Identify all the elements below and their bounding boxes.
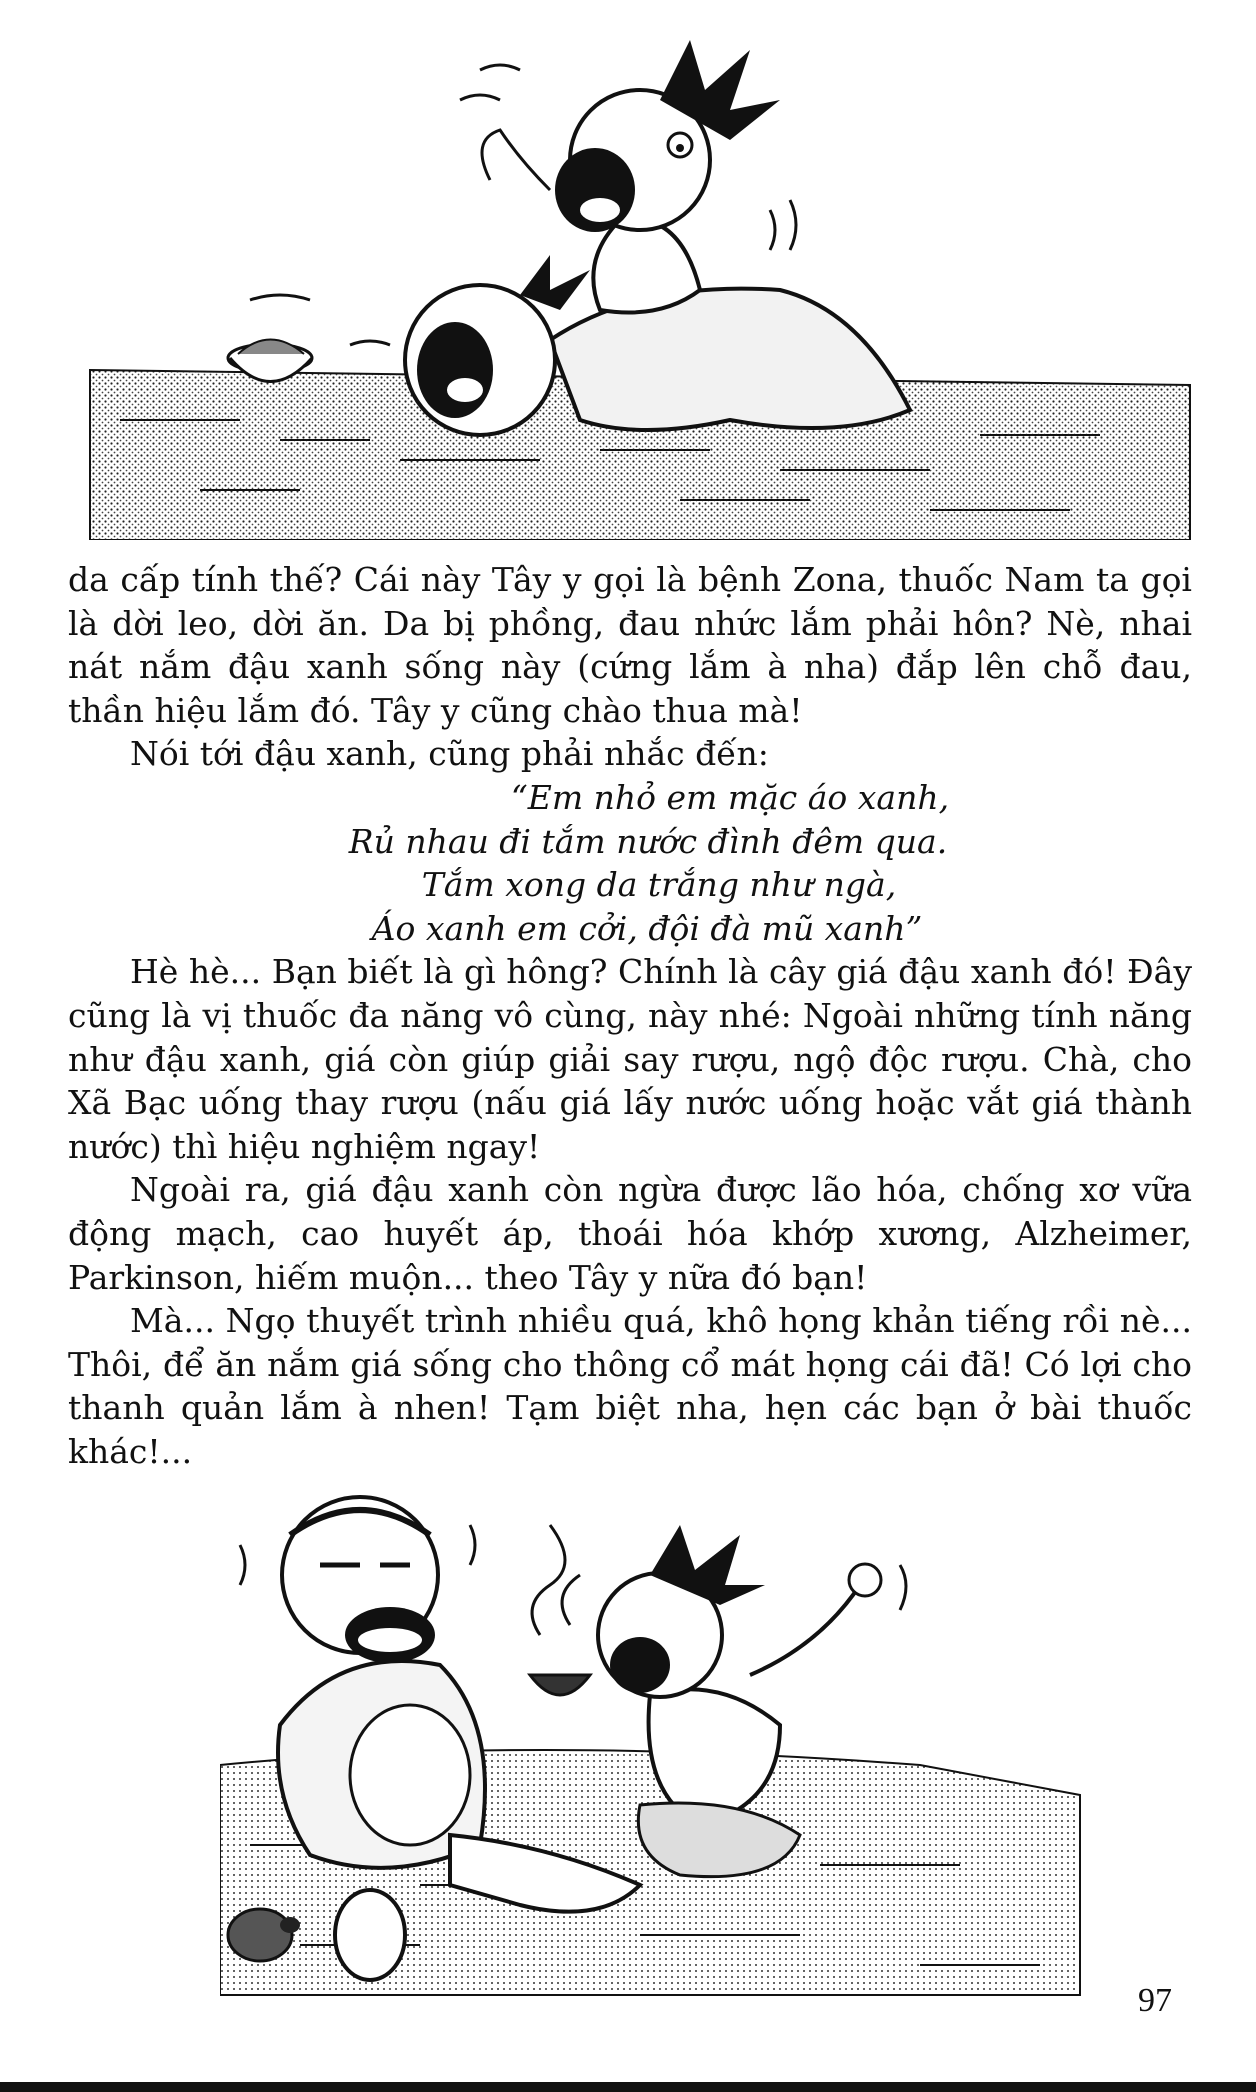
paragraph: Mà... Ngọ thuyết trình nhiều quá, khô họng khản tiếng rồi nè... Thôi, để ăn nắm giá sống cho thông cổ mát họng cái đã! Có lợi cho thanh quản lắm à nhen! Tạm biệt nha, hẹn các bạn ở bài thuốc khác!... bbox=[68, 1301, 1192, 1471]
man-head bbox=[282, 1497, 438, 1663]
paragraph: Nói tới đậu xanh, cũng phải nhắc đến: bbox=[130, 734, 769, 774]
boy-head bbox=[598, 1525, 765, 1697]
poem-line: Áo xanh em cởi, đội đà mũ xanh” bbox=[371, 908, 923, 948]
body-text bbox=[68, 558, 1192, 1473]
paragraph: Hè hè... Bạn biết là gì hông? Chính là cây giá đậu xanh đó! Đây cũng là vị thuốc đa năng vô cùng, này nhé: Ngoài những tính năng như đậu xanh, giá còn giúp giải say rượu, ngộ độc rượu. Chà, cho Xã Bạc uống thay rượu (nấu giá lấy nước uống hoặc vắt giá thành nước) thì hiệu nghiệm ngay! bbox=[68, 952, 1192, 1166]
poem-line: “Em nhỏ em mặc áo xanh, bbox=[510, 777, 950, 817]
bottom-cartoon-illustration bbox=[220, 1465, 1100, 2010]
poem bbox=[68, 776, 1192, 950]
bottom-rule bbox=[0, 2082, 1256, 2092]
laughing-boy-head bbox=[555, 40, 780, 232]
top-cartoon-illustration bbox=[80, 40, 1200, 540]
poem-line: Rủ nhau đi tắm nước đình đêm qua. bbox=[348, 821, 948, 861]
paragraph: da cấp tính thế? Cái này Tây y gọi là bệnh Zona, thuốc Nam ta gọi là dời leo, dời ăn. Da bị phồng, đau nhức lắm phải hôn? Nè, nhai nát nắm đậu xanh sống này (cứng lắm à nha) đắp lên chỗ đau, thần hiệu lắm đó. Tây y cũng chào thua mà! bbox=[68, 560, 1192, 730]
paragraph: Ngoài ra, giá đậu xanh còn ngừa được lão hóa, chống xơ vữa động mạch, cao huyết áp, thoái hóa khớp xương, Alzheimer, Parkinson, hiếm muộn... theo Tây y nữa đó bạn! bbox=[68, 1170, 1192, 1297]
bowl-icon bbox=[530, 1675, 590, 1695]
page-number: 97 bbox=[1138, 1982, 1172, 2019]
poem-line: Tắm xong da trắng như ngà, bbox=[421, 865, 897, 905]
